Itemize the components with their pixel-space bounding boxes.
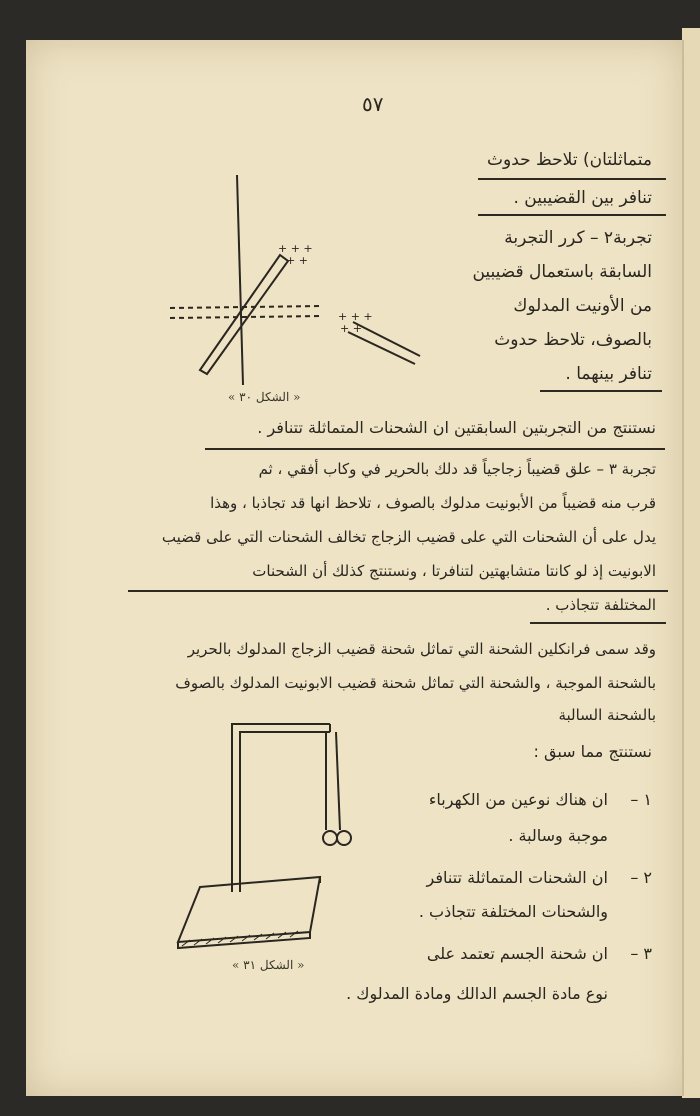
conclusions-intro: نستنتج مما سبق : [533,742,652,761]
conclusion-1: نستنتج من التجربتين السابقتين ان الشحنات المتماثلة تتنافر . [257,418,656,437]
conclusion-item-text: ان شحنة الجسم تعتمد على [426,944,608,963]
conclusion-item-text: ان الشحنات المتماثلة تتنافر [426,868,608,887]
text-line-top-1: متماثلتان) تلاحظ حدوث [486,150,652,170]
underline [530,622,666,624]
figure-30-rods-illustration [150,160,450,390]
svg-text:+ +: + + [286,254,308,267]
conclusion-item-text: ان هناك نوعين من الكهرباء [428,790,608,809]
svg-text:+ +: + + [340,322,362,335]
experiment2-line-3: من الأونيت المدلوك [513,296,652,316]
franklin-line-2: بالشحنة الموجبة ، والشحنة التي تماثل شحنة قضيب الابونيت المدلوك بالصوف [175,674,656,692]
conclusion-item-number: ١ – [630,790,652,809]
underline [478,178,666,180]
experiment2-line-5: تنافر بينهما . [565,364,652,384]
svg-text:+ + +: + + + [338,310,373,323]
conclusion-item-text: نوع مادة الجسم الدالك ومادة المدلوك . [346,984,608,1003]
figure-31-caption: « الشكل ٣١ » [232,958,305,972]
conclusion-item-number: ٢ – [630,868,652,887]
underline [478,214,666,216]
figure-31-pendulum-stand-illustration [170,712,370,957]
experiment2-line-2: السابقة باستعمال قضيبين [472,262,652,282]
page-number: ٥٧ [362,92,384,116]
conclusion-item-text: موجبة وسالبة . [508,826,608,845]
experiment2-line-4: بالصوف، تلاحظ حدوث [494,330,652,350]
experiment3-line-4: الابونيت إذ لو كانتا متشابهتين لتنافرتا ، ونستنتج كذلك أن الشحنات [252,562,656,580]
book-page-edge [682,28,700,1098]
experiment3-line-1: تجربة ٣ – علق قضيباً زجاجياً قد دلك بالحرير في وكاب أفقي ، ثم [258,460,656,478]
experiment3-line-3: يدل على أن الشحنات التي على قضيب الزجاج تخالف الشحنات التي على قضيب [161,528,656,546]
experiment3-line-5: المختلفة تتجاذب . [545,596,656,614]
conclusion-item-number: ٣ – [630,944,652,963]
franklin-line-3: بالشحنة السالبة [558,706,656,724]
experiment3-line-2: قرب منه قضيباً من الأبونيت مدلوك بالصوف ، تلاحظ انها قد تجاذبا ، وهذا [210,494,656,512]
underline [540,390,662,392]
franklin-line-1: وقد سمى فرانكلين الشحنة التي تماثل شحنة قضيب الزجاج المدلوك بالحرير [187,640,656,658]
underline [128,590,668,592]
experiment2-line-1: تجربة٢ – كرر التجربة [504,228,652,248]
underline [205,448,665,450]
conclusion-item-text: والشحنات المختلفة تتجاذب . [418,902,608,921]
text-line-top-2: تنافر بين القضيبين . [513,188,652,208]
svg-text:+ + +: + + + [278,242,313,255]
figure-30-caption: « الشكل ٣٠ » [228,390,301,404]
